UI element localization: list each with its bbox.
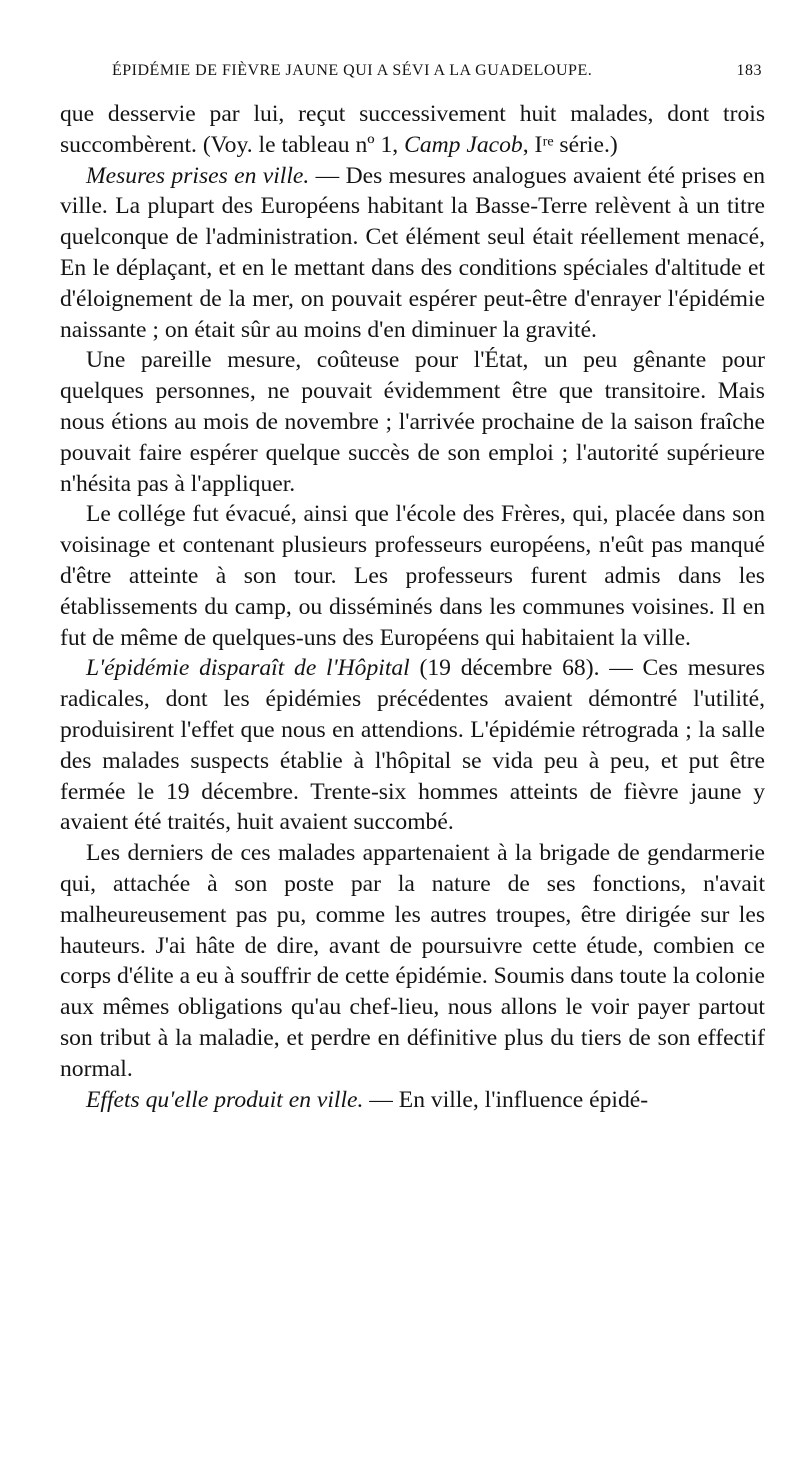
page-number: 183 [736,62,762,79]
text-run: Le collége fut évacué, ainsi que l'école des Frères, qui, placée dans son voisinage et contenant plusieurs professeurs européens, n'eût pas manqué d'être atteinte à son tour. Les professeurs furent admis dans les établissements du camp, ou disséminés dans les communes voisines. Il en fut de même de quelques-uns des Européens qui habitaient la ville. [60,501,765,651]
text-run: que desservie par lui, reçut successivement huit malades, dont trois succombèrent. (Voy. le tableau nº 1, [60,101,765,158]
text-run: — En ville, l'influence épidé- [363,1086,649,1113]
running-head [112,62,762,86]
paragraph-p6 [60,838,765,1084]
paragraph-p1 [60,99,765,161]
text-run: — Des mesures analogues avaient été prises en ville. La plupart des Européens habitant la Basse-Terre relèvent à un titre quelconque de l'administration. Cet élément seul était réellement menacé, En le déplaçant, et en le mettant dans des conditions spéciales d'altitude et d'éloignement de la mer, on pouvait espérer peut-être d'enrayer l'épidémie naissante ; on était sûr au moins d'en diminuer la gravité. [60,162,766,343]
paragraph-p7 [60,1085,765,1116]
italic-heading: L'épidémie disparaît de l'Hôpital [86,655,410,682]
text-run: (19 décembre 68). — Ces mesures radicales, dont les épidémies précédentes avaient démontré l'utilité, produisirent l'effet que nous en attendions. L'épidémie rétrograda ; la salle des malades suspects établie à l'hôpital se vida peu à peu, et put être fermée le 19 décembre. Trente-six hommes atteints de fièvre jaune y avaient été traités, huit avaient succombé. [60,655,766,836]
text-run: Les derniers de ces malades appartenaient à la brigade de gendarmerie qui, attachée à son poste par la nature de ses fonctions, n'avait malheureusement pas pu, comme les autres troupes, être dirigée sur les hauteurs. J'ai hâte de dire, avant de poursuivre cette étude, combien ce corps d'élite a eu à souffrir de cette épidémie. Soumis dans toute la colonie aux mêmes obligations qu'au chef-lieu, nous allons le voir payer partout son tribut à la maladie, et perdre en définitive plus du tiers de son effectif normal. [60,840,765,1082]
italic-heading: Effets qu'elle produit en ville. [86,1086,364,1113]
body-text [60,99,765,1115]
running-head-title: ÉPIDÉMIE DE FIÈVRE JAUNE QUI A SÉVI A LA GUADELOUPE. [112,62,593,79]
paragraph-p2 [60,161,765,346]
text-run: , Iʳᵉ série.) [522,131,618,158]
italic-heading: Mesures prises en ville. [86,162,310,189]
paragraph-p3 [60,345,765,499]
paragraph-p5 [60,653,765,838]
paragraph-p4 [60,499,765,653]
text-run: Une pareille mesure, coûteuse pour l'État, un peu gênante pour quelques personnes, ne pouvait évidemment être que transitoire. Mais nous étions au mois de novembre ; l'arrivée prochaine de la saison fraîche pouvait faire espérer quelque succès de son emploi ; l'autorité supérieure n'hésita pas à l'appliquer. [60,347,765,497]
italic-heading: Camp Jacob [404,131,523,158]
